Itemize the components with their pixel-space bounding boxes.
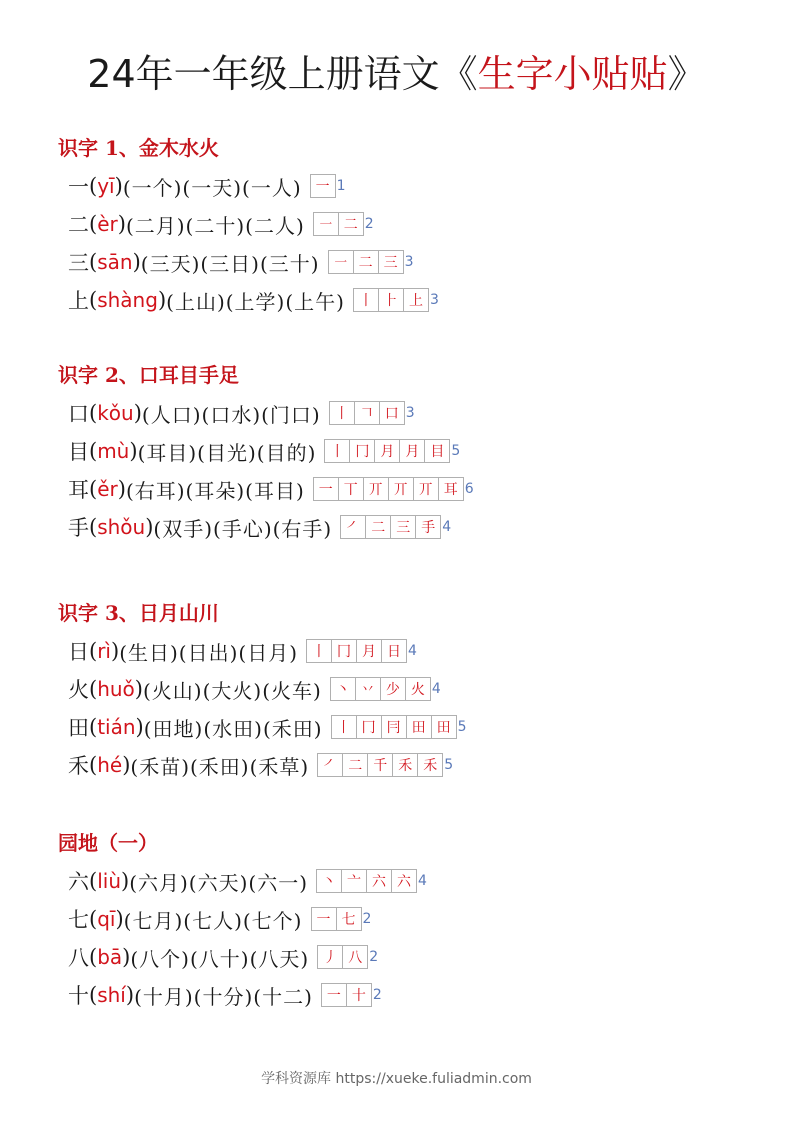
- stroke-count: 1: [336, 178, 346, 194]
- character: 十: [68, 984, 89, 1008]
- paren-open: (: [89, 212, 98, 236]
- stroke-step: [339, 213, 363, 235]
- paren-open: (: [89, 945, 98, 969]
- stroke-step: [425, 440, 449, 462]
- stroke-glyph: ㇐: [318, 217, 333, 233]
- footer-text: 学科资源库 https://xueke.fuliadmin.com: [261, 1071, 532, 1087]
- character: 七: [68, 908, 89, 932]
- stroke-order-grid: [313, 212, 364, 236]
- paren-open: (: [89, 439, 98, 463]
- stroke-step: [357, 640, 382, 662]
- page-title: [0, 48, 793, 100]
- section-heading: 识字 2、口耳目手足: [58, 363, 239, 387]
- stroke-count: 6: [464, 481, 474, 497]
- word-examples: (右耳)(耳朵)(耳目): [125, 478, 305, 503]
- stroke-glyph: ㇒: [346, 520, 361, 536]
- stroke-glyph: 手: [421, 520, 436, 536]
- character: 八: [68, 946, 89, 970]
- stroke-glyph: 冂: [361, 720, 376, 736]
- stroke-glyph: 亠: [347, 874, 362, 890]
- stroke-glyph: 二: [348, 758, 363, 774]
- stroke-glyph: 二: [358, 255, 373, 271]
- character-row: [68, 632, 758, 670]
- stroke-step: [311, 175, 335, 197]
- paren-open: (: [89, 477, 98, 501]
- character-row: [68, 432, 758, 470]
- pinyin: sān: [97, 250, 133, 274]
- word-examples: (生日)(日出)(日月): [119, 640, 299, 665]
- stroke-count: 2: [362, 911, 372, 927]
- stroke-step: [354, 289, 379, 311]
- pinyin: mù: [97, 439, 130, 463]
- stroke-step: [381, 678, 406, 700]
- stroke-glyph: 三: [396, 520, 411, 536]
- stroke-count: 4: [442, 519, 452, 535]
- paren-open: (: [89, 250, 98, 274]
- section-heading: 园地（一）: [58, 831, 158, 855]
- stroke-step: [322, 984, 347, 1006]
- stroke-step: [350, 440, 375, 462]
- stroke-count: 5: [444, 757, 454, 773]
- stroke-step: [407, 716, 432, 738]
- word-examples: (一个)(一天)(一人): [122, 175, 302, 200]
- stroke-glyph: 一: [316, 912, 331, 928]
- stroke-glyph: 田: [436, 720, 451, 736]
- stroke-step: [312, 908, 337, 930]
- stroke-order-grid: [324, 439, 450, 463]
- stroke-glyph: 十: [351, 988, 366, 1004]
- paren-close: ): [129, 439, 138, 463]
- stroke-step: [439, 478, 463, 500]
- paren-close: ): [114, 174, 123, 198]
- character-row: [68, 167, 758, 205]
- stroke-step: [341, 516, 366, 538]
- character-row: [68, 243, 758, 281]
- stroke-step: [337, 908, 361, 930]
- section-2: [58, 360, 758, 546]
- stroke-step: [389, 478, 414, 500]
- character: 三: [68, 251, 89, 275]
- paren-close: ): [121, 869, 130, 893]
- stroke-glyph: 月: [405, 444, 420, 460]
- stroke-glyph: 丌: [393, 482, 408, 498]
- word-examples: (火山)(大火)(火车): [143, 678, 322, 703]
- stroke-step: [375, 440, 400, 462]
- character: 耳: [68, 478, 89, 502]
- stroke-count: 4: [431, 681, 441, 697]
- stroke-order-grid: [317, 753, 443, 777]
- stroke-glyph: 月: [380, 444, 395, 460]
- character: 一: [68, 175, 89, 199]
- stroke-glyph: 丿: [323, 950, 338, 966]
- paren-close: ): [117, 212, 126, 236]
- paren-open: (: [89, 174, 98, 198]
- paren-close: ): [125, 983, 135, 1007]
- stroke-glyph: 三: [383, 255, 398, 271]
- stroke-step: [379, 251, 403, 273]
- character: 禾: [68, 754, 89, 778]
- paren-open: (: [89, 639, 98, 663]
- stroke-step: [368, 754, 393, 776]
- stroke-count: 3: [404, 254, 414, 270]
- stroke-glyph: 丅: [343, 482, 358, 498]
- stroke-step: [380, 402, 404, 424]
- section-heading: 识字 1、金木水火: [58, 136, 219, 160]
- character-row: [68, 670, 758, 708]
- stroke-step: [414, 478, 439, 500]
- character-row: [68, 281, 758, 319]
- stroke-step: [356, 678, 381, 700]
- stroke-glyph: 耳: [443, 482, 458, 498]
- pinyin: shàng: [97, 288, 158, 312]
- pinyin: huǒ: [97, 677, 135, 701]
- stroke-glyph: 二: [343, 217, 358, 233]
- character: 火: [68, 678, 89, 702]
- stroke-step: [392, 870, 416, 892]
- stroke-count: 3: [429, 292, 439, 308]
- stroke-step: [332, 716, 357, 738]
- stroke-order-grid: [313, 477, 464, 501]
- paren-close: ): [122, 945, 131, 969]
- paren-open: (: [89, 983, 98, 1007]
- word-examples: (人口)(口水)(门口): [141, 402, 321, 427]
- character-row: [68, 205, 758, 243]
- stroke-glyph: 千: [373, 758, 388, 774]
- word-examples: (三天)(三日)(三十): [140, 251, 320, 276]
- stroke-step: [400, 440, 425, 462]
- paren-close: ): [145, 515, 154, 539]
- stroke-glyph: 少: [385, 682, 400, 698]
- stroke-glyph: ⺊: [383, 293, 398, 309]
- character-row: [68, 394, 758, 432]
- stroke-glyph: 丨: [334, 406, 349, 422]
- stroke-count: 3: [405, 405, 415, 421]
- pinyin: èr: [97, 212, 118, 236]
- stroke-step: [343, 754, 368, 776]
- stroke-step: [330, 402, 355, 424]
- paren-open: (: [89, 401, 98, 425]
- character: 六: [68, 870, 89, 894]
- stroke-order-grid: [311, 907, 362, 931]
- stroke-glyph: 一: [315, 179, 330, 195]
- stroke-glyph: 冂: [337, 644, 352, 660]
- word-examples: (七月)(七人)(七个): [123, 908, 303, 933]
- stroke-glyph: 禾: [398, 758, 413, 774]
- stroke-glyph: 六: [397, 874, 412, 890]
- stroke-step: [347, 984, 371, 1006]
- character-row: [68, 470, 758, 508]
- stroke-glyph: 丨: [312, 644, 327, 660]
- word-examples: (二月)(二十)(二人): [125, 213, 305, 238]
- character-row: [68, 976, 758, 1014]
- word-examples: (十月)(十分)(十二): [134, 984, 313, 1009]
- word-examples: (禾苗)(禾田)(禾草): [130, 754, 310, 779]
- stroke-order-grid: [330, 677, 431, 701]
- pinyin: yī: [97, 174, 115, 198]
- stroke-glyph: 田: [411, 720, 426, 736]
- stroke-count: 2: [372, 987, 382, 1003]
- section-heading: 识字 3、日月山川: [58, 601, 219, 625]
- word-examples: (八个)(八十)(八天): [130, 946, 310, 971]
- stroke-glyph: 月: [362, 644, 377, 660]
- character-row: [68, 900, 758, 938]
- stroke-step: [318, 754, 343, 776]
- character-row: [68, 746, 758, 784]
- stroke-step: [432, 716, 456, 738]
- stroke-step: [404, 289, 428, 311]
- character: 手: [68, 516, 89, 540]
- section-3: [58, 598, 758, 784]
- title-suffix: 》: [667, 52, 706, 96]
- pinyin: shí: [97, 983, 126, 1007]
- stroke-step: [416, 516, 440, 538]
- paren-open: (: [89, 753, 98, 777]
- stroke-count: 4: [418, 873, 427, 889]
- stroke-step: [393, 754, 418, 776]
- word-examples: (田地)(水田)(禾田): [143, 716, 323, 741]
- paren-close: ): [117, 477, 126, 501]
- stroke-step: [382, 640, 406, 662]
- word-examples: (双手)(手心)(右手): [153, 516, 333, 541]
- paren-open: (: [89, 907, 98, 931]
- character: 目: [68, 440, 89, 464]
- stroke-step: [329, 251, 354, 273]
- stroke-glyph: 丌: [368, 482, 383, 498]
- stroke-step: [354, 251, 379, 273]
- stroke-step: [325, 440, 350, 462]
- stroke-glyph: 六: [372, 874, 387, 890]
- stroke-glyph: ㇐: [333, 255, 348, 271]
- stroke-glyph: 冂: [355, 444, 370, 460]
- word-examples: (上山)(上学)(上午): [166, 289, 345, 314]
- character-row: [68, 708, 758, 746]
- stroke-glyph: 𠃍: [359, 406, 374, 422]
- stroke-glyph: 二: [371, 520, 386, 536]
- stroke-step: [379, 289, 404, 311]
- character-row: [68, 938, 758, 976]
- pinyin: kǒu: [97, 401, 134, 425]
- stroke-count: 5: [457, 719, 467, 735]
- stroke-glyph: 丷: [360, 682, 375, 698]
- stroke-order-grid: [329, 401, 405, 425]
- stroke-glyph: 目: [430, 444, 445, 460]
- stroke-glyph: 口: [384, 406, 399, 422]
- stroke-glyph: 丨: [330, 444, 345, 460]
- stroke-order-grid: [306, 639, 407, 663]
- pinyin: tián: [97, 715, 136, 739]
- pinyin: rì: [97, 639, 111, 663]
- stroke-order-grid: [316, 869, 417, 893]
- paren-open: (: [89, 869, 98, 893]
- stroke-step: [314, 478, 339, 500]
- paren-open: (: [89, 288, 98, 312]
- stroke-step: [366, 516, 391, 538]
- stroke-step: [382, 716, 407, 738]
- stroke-count: 4: [408, 643, 417, 659]
- stroke-order-grid: [310, 174, 336, 198]
- pinyin: liù: [97, 869, 121, 893]
- pinyin: hé: [97, 753, 123, 777]
- stroke-order-grid: [353, 288, 429, 312]
- stroke-glyph: ㇒: [323, 758, 338, 774]
- stroke-glyph: 上: [408, 293, 423, 309]
- word-examples: (六月)(六天)(六一): [129, 870, 309, 895]
- stroke-step: [418, 754, 442, 776]
- stroke-step: [406, 678, 430, 700]
- stroke-step: [364, 478, 389, 500]
- paren-close: ): [133, 401, 142, 425]
- word-examples: (耳目)(目光)(目的): [137, 440, 317, 465]
- stroke-glyph: 一: [326, 988, 341, 1004]
- stroke-glyph: 丶: [335, 682, 350, 698]
- stroke-step: [314, 213, 339, 235]
- paren-close: ): [135, 715, 144, 739]
- stroke-step: [339, 478, 364, 500]
- stroke-glyph: 丌: [418, 482, 433, 498]
- stroke-step: [367, 870, 392, 892]
- paren-open: (: [89, 715, 98, 739]
- character: 日: [68, 640, 89, 664]
- stroke-glyph: 日: [387, 644, 402, 660]
- paren-close: ): [132, 250, 141, 274]
- title-prefix: 24年一年级上册语文《: [87, 52, 478, 96]
- stroke-order-grid: [321, 983, 372, 1007]
- paren-open: (: [89, 677, 98, 701]
- stroke-glyph: 一: [318, 482, 333, 498]
- paren-close: ): [122, 753, 131, 777]
- stroke-order-grid: [317, 945, 368, 969]
- stroke-step: [318, 946, 343, 968]
- title-highlight: 生字小贴贴: [477, 52, 668, 96]
- paren-close: ): [115, 907, 124, 931]
- stroke-count: 2: [364, 216, 374, 232]
- section-1: [58, 133, 758, 319]
- stroke-step: [355, 402, 380, 424]
- pinyin: ěr: [97, 477, 118, 501]
- stroke-glyph: 七: [341, 912, 356, 928]
- stroke-step: [391, 516, 416, 538]
- paren-close: ): [110, 639, 120, 663]
- paren-close: ): [157, 288, 167, 312]
- paren-open: (: [89, 515, 98, 539]
- stroke-step: [331, 678, 356, 700]
- stroke-step: [343, 946, 367, 968]
- stroke-order-grid: [328, 250, 404, 274]
- stroke-glyph: 丨: [336, 720, 351, 736]
- pinyin: qī: [97, 907, 116, 931]
- stroke-glyph: 禾: [423, 758, 438, 774]
- stroke-glyph: 冃: [386, 720, 401, 736]
- stroke-step: [317, 870, 342, 892]
- stroke-step: [332, 640, 357, 662]
- character: 上: [68, 289, 89, 313]
- character: 田: [68, 716, 89, 740]
- pinyin: shǒu: [97, 515, 146, 539]
- stroke-glyph: 丶: [322, 874, 337, 890]
- stroke-step: [357, 716, 382, 738]
- character-row: [68, 508, 758, 546]
- stroke-step: [307, 640, 332, 662]
- stroke-glyph: 八: [348, 950, 363, 966]
- stroke-order-grid: [331, 715, 457, 739]
- stroke-order-grid: [340, 515, 441, 539]
- stroke-glyph: 火: [410, 682, 425, 698]
- stroke-glyph: 丨: [358, 293, 373, 309]
- pinyin: bā: [97, 945, 123, 969]
- paren-close: ): [134, 677, 143, 701]
- character: 二: [68, 213, 89, 237]
- stroke-step: [342, 870, 367, 892]
- stroke-count: 5: [451, 443, 461, 459]
- character: 口: [68, 402, 89, 426]
- character-row: [68, 862, 758, 900]
- section-4: [58, 828, 758, 1014]
- stroke-count: 2: [369, 949, 379, 965]
